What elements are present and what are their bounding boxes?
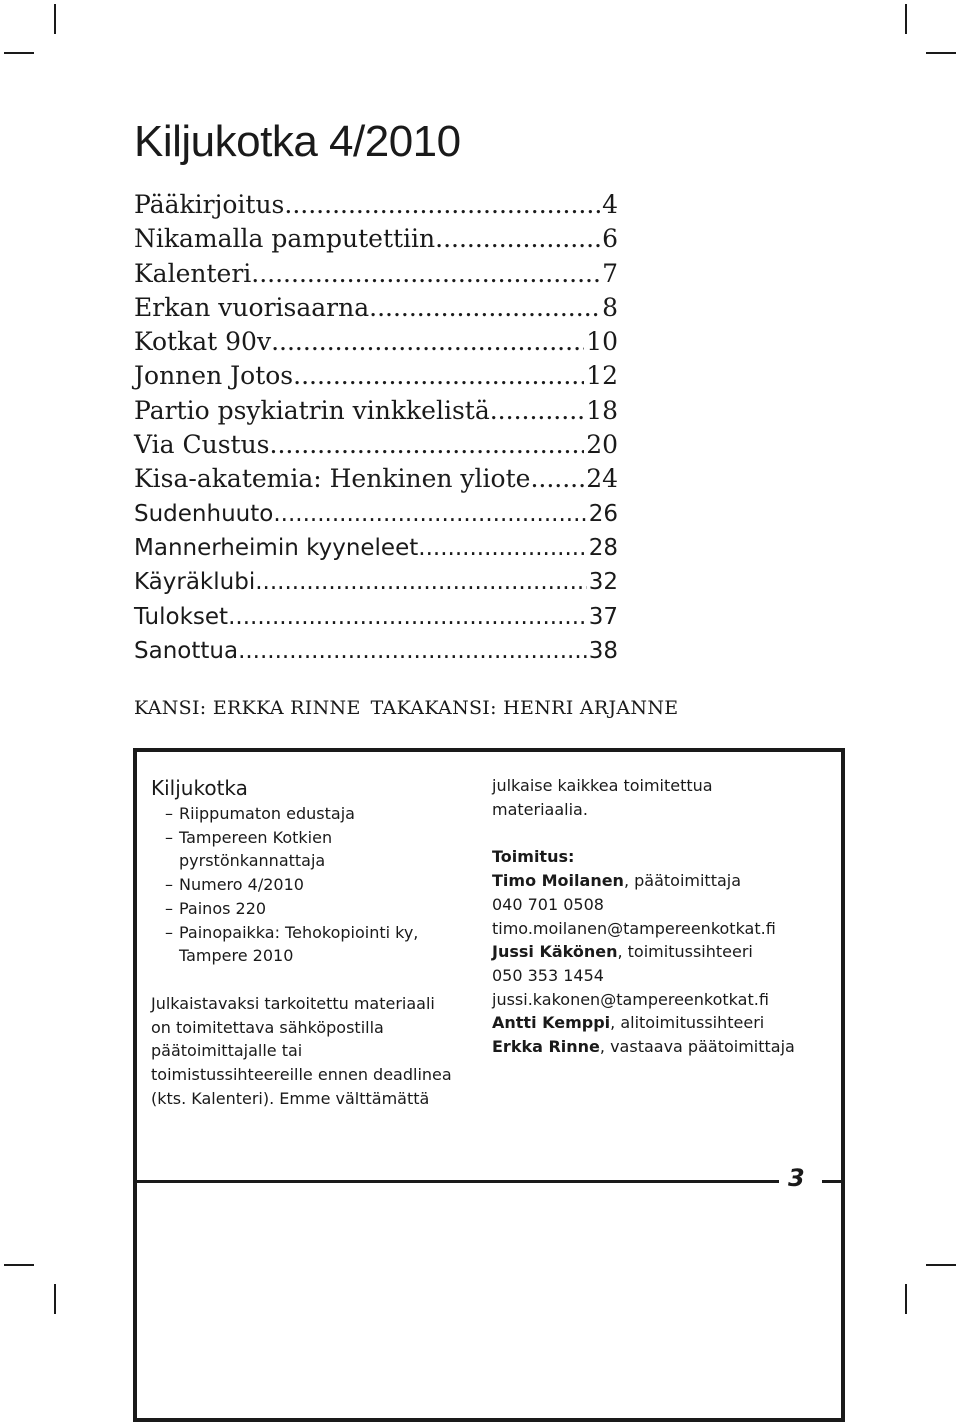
toc-label: Sanottua bbox=[134, 637, 239, 664]
toc-label: Tulokset bbox=[134, 603, 229, 630]
toc-page: 28 bbox=[588, 534, 618, 561]
submission-notice-line: julkaise kaikkea toimitettua bbox=[492, 776, 713, 795]
table-of-contents bbox=[134, 188, 618, 668]
toc-entry bbox=[134, 394, 618, 428]
toc-page: 26 bbox=[588, 500, 618, 527]
masthead-item-continuation: pyrstönkannattaja bbox=[179, 851, 326, 871]
staff-subsecretary bbox=[492, 1011, 842, 1035]
masthead-item: – Painos 220 bbox=[165, 898, 267, 918]
submission-notice-line: Julkaistavaksi tarkoitettu materiaali bbox=[151, 993, 435, 1013]
toc-entry bbox=[134, 188, 618, 222]
staff-secretary bbox=[492, 940, 842, 964]
footer-rule-end bbox=[822, 1180, 844, 1183]
crop-mark bbox=[905, 1284, 907, 1314]
staff-responsible bbox=[492, 1035, 842, 1059]
toc-entry bbox=[134, 222, 618, 256]
page-title: Kiljukotka 4/2010 bbox=[134, 117, 461, 166]
toc-page: 38 bbox=[588, 637, 618, 664]
toc-entry bbox=[134, 325, 618, 359]
staff-editor bbox=[492, 869, 842, 893]
toc-page: 37 bbox=[588, 603, 618, 630]
toc-label: Pääkirjoitus bbox=[134, 190, 285, 219]
toc-label: Kalenteri bbox=[134, 258, 252, 288]
crop-mark bbox=[54, 1284, 56, 1314]
staff-name: Erkka Rinne bbox=[492, 1037, 600, 1057]
toc-label: Käyräklubi bbox=[134, 569, 256, 596]
toc-label: Partio psykiatrin vinkkelistä bbox=[134, 395, 490, 425]
toc-entry bbox=[134, 600, 618, 634]
toc-page: 8 bbox=[602, 292, 618, 322]
masthead-item-continuation: Tampere 2010 bbox=[179, 946, 294, 966]
crop-mark bbox=[905, 4, 907, 34]
toc-label: Erkan vuorisaarna bbox=[134, 292, 370, 322]
masthead-left-column bbox=[151, 774, 481, 1110]
toc-label: Sudenhuuto bbox=[134, 500, 274, 527]
staff-phone: 040 701 0508 bbox=[492, 894, 604, 914]
toc-label: Nikamalla pamputettiin bbox=[134, 224, 436, 254]
crop-mark bbox=[4, 1264, 34, 1266]
submission-notice-line: on toimitettava sähköpostilla bbox=[151, 1017, 384, 1037]
staff-role: , alitoimitussihteeri bbox=[610, 1013, 765, 1033]
toc-page: 6 bbox=[602, 224, 618, 254]
staff-role: , päätoimittaja bbox=[623, 871, 742, 891]
submission-notice-line: päätoimittajalle tai bbox=[151, 1041, 303, 1061]
toc-entry bbox=[134, 257, 618, 291]
toc-page: 18 bbox=[586, 395, 618, 425]
staff-email: timo.moilanen@tampereenkotkat.fi bbox=[492, 918, 776, 938]
toc-page: 4 bbox=[602, 190, 618, 219]
staff-name: Jussi Käkönen bbox=[492, 942, 618, 962]
crop-mark bbox=[926, 1264, 956, 1266]
toc-label: Mannerheimin kyyneleet bbox=[134, 534, 419, 561]
staff-phone: 050 353 1454 bbox=[492, 965, 604, 985]
toc-page: 10 bbox=[586, 327, 618, 357]
toc-entry bbox=[134, 531, 618, 565]
staff-name: Timo Moilanen bbox=[492, 871, 624, 891]
masthead-item: – Riippumaton edustaja bbox=[165, 804, 355, 823]
toc-label: Kisa-akatemia: Henkinen yliote bbox=[134, 464, 531, 494]
masthead-item: – Painopaikka: Tehokopiointi ky, bbox=[165, 922, 419, 942]
crop-mark bbox=[4, 52, 34, 54]
back-cover-credit: TAKAKANSI: HENRI ARJANNE bbox=[370, 697, 679, 719]
magazine-name: Kiljukotka bbox=[151, 776, 248, 800]
staff-role: , toimitussihteeri bbox=[617, 942, 753, 962]
submission-notice-line: toimistussihteereille ennen deadlinea bbox=[151, 1065, 452, 1085]
masthead-box bbox=[133, 748, 845, 1422]
toc-entry bbox=[134, 462, 618, 496]
crop-mark bbox=[54, 4, 56, 34]
toc-label: Jonnen Jotos bbox=[134, 361, 294, 391]
crop-mark bbox=[926, 52, 956, 54]
staff-role: , vastaava päätoimittaja bbox=[599, 1037, 795, 1057]
toc-page: 20 bbox=[586, 430, 618, 460]
footer-rule bbox=[133, 1180, 779, 1183]
page-number: 3 bbox=[788, 1164, 805, 1192]
staff-email: jussi.kakonen@tampereenkotkat.fi bbox=[492, 989, 769, 1009]
submission-notice-line: (kts. Kalenteri). Emme välttämättä bbox=[151, 1088, 430, 1108]
toc-entry bbox=[134, 497, 618, 531]
toc-entry bbox=[134, 565, 618, 599]
masthead-item: – Tampereen Kotkien bbox=[165, 827, 333, 847]
staff-name: Antti Kemppi bbox=[492, 1013, 611, 1033]
toc-page: 24 bbox=[586, 464, 618, 494]
toc-page: 12 bbox=[586, 361, 618, 391]
submission-notice-line: materiaalia. bbox=[492, 799, 588, 819]
toc-page: 32 bbox=[588, 569, 618, 596]
toc-entry bbox=[134, 634, 618, 668]
toc-entry bbox=[134, 291, 618, 325]
toc-label: Kotkat 90v bbox=[134, 327, 272, 357]
staff-heading: Toimitus: bbox=[492, 847, 575, 867]
cover-credit: KANSI: ERKKA RINNE bbox=[134, 697, 361, 719]
toc-entry bbox=[134, 359, 618, 393]
cover-credits bbox=[134, 697, 678, 719]
toc-entry bbox=[134, 428, 618, 462]
masthead-item: – Numero 4/2010 bbox=[165, 875, 304, 895]
toc-label: Via Custus bbox=[134, 430, 270, 460]
masthead-right-column bbox=[492, 774, 842, 1059]
toc-page: 7 bbox=[602, 258, 618, 288]
